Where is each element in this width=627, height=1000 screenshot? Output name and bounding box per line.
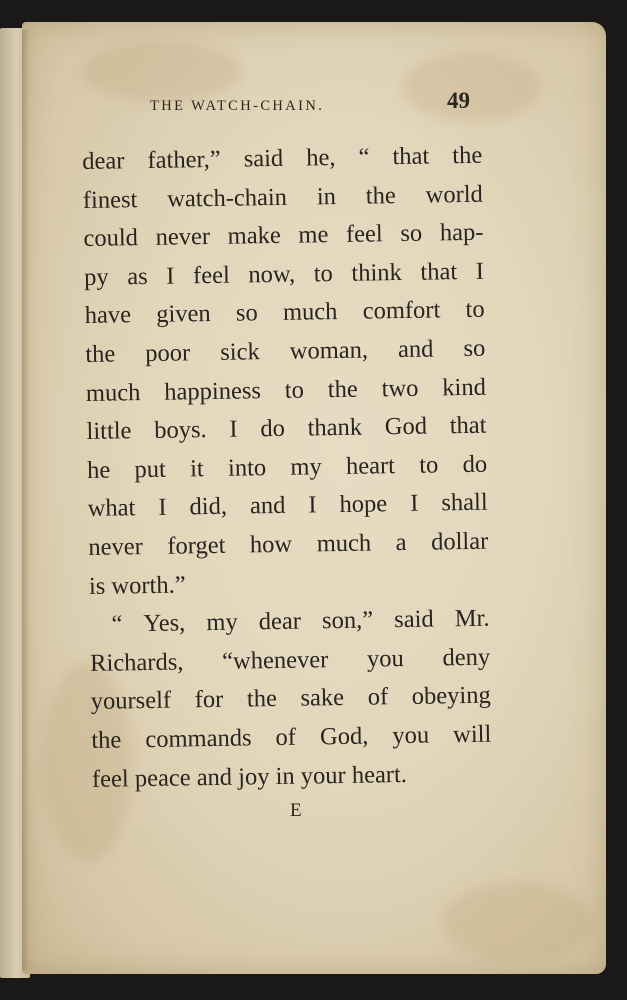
text-line: py as I feel now, to think that I (83, 257, 485, 291)
text-line: yourself for the sake of obeying (90, 681, 491, 716)
signature-mark: E (290, 800, 302, 821)
paper-stain (442, 882, 592, 962)
text-line: dear father,” said he, “ that the (82, 141, 483, 175)
text-line: “ Yes, my dear son,” said Mr. (111, 604, 490, 638)
text-line: he put it into my heart to do (86, 450, 488, 484)
page-gutter-shadow (22, 30, 30, 970)
text-line: feel peace and joy in your heart. (91, 760, 408, 793)
running-head (150, 88, 470, 118)
text-line: never forget how much a dollar (88, 527, 489, 561)
text-line: could never make me feel so hap- (83, 218, 484, 253)
text-line: what I did, and I hope I shall (87, 489, 488, 523)
page-number: 49 (447, 88, 470, 113)
text-line: is worth.” (88, 570, 186, 600)
text-line: much happiness to the two kind (85, 373, 487, 407)
running-head-title: THE WATCH-CHAIN. (150, 98, 325, 114)
text-line: have given so much comfort to (84, 296, 485, 330)
text-line: Richards, “whenever you deny (89, 643, 491, 677)
text-line: the commands of God, you will (91, 720, 492, 754)
text-line: finest watch-chain in the world (82, 180, 484, 214)
text-line: little boys. I do thank God that (86, 411, 487, 446)
text-line: the poor sick woman, and so (85, 334, 486, 368)
body-text (82, 137, 492, 799)
